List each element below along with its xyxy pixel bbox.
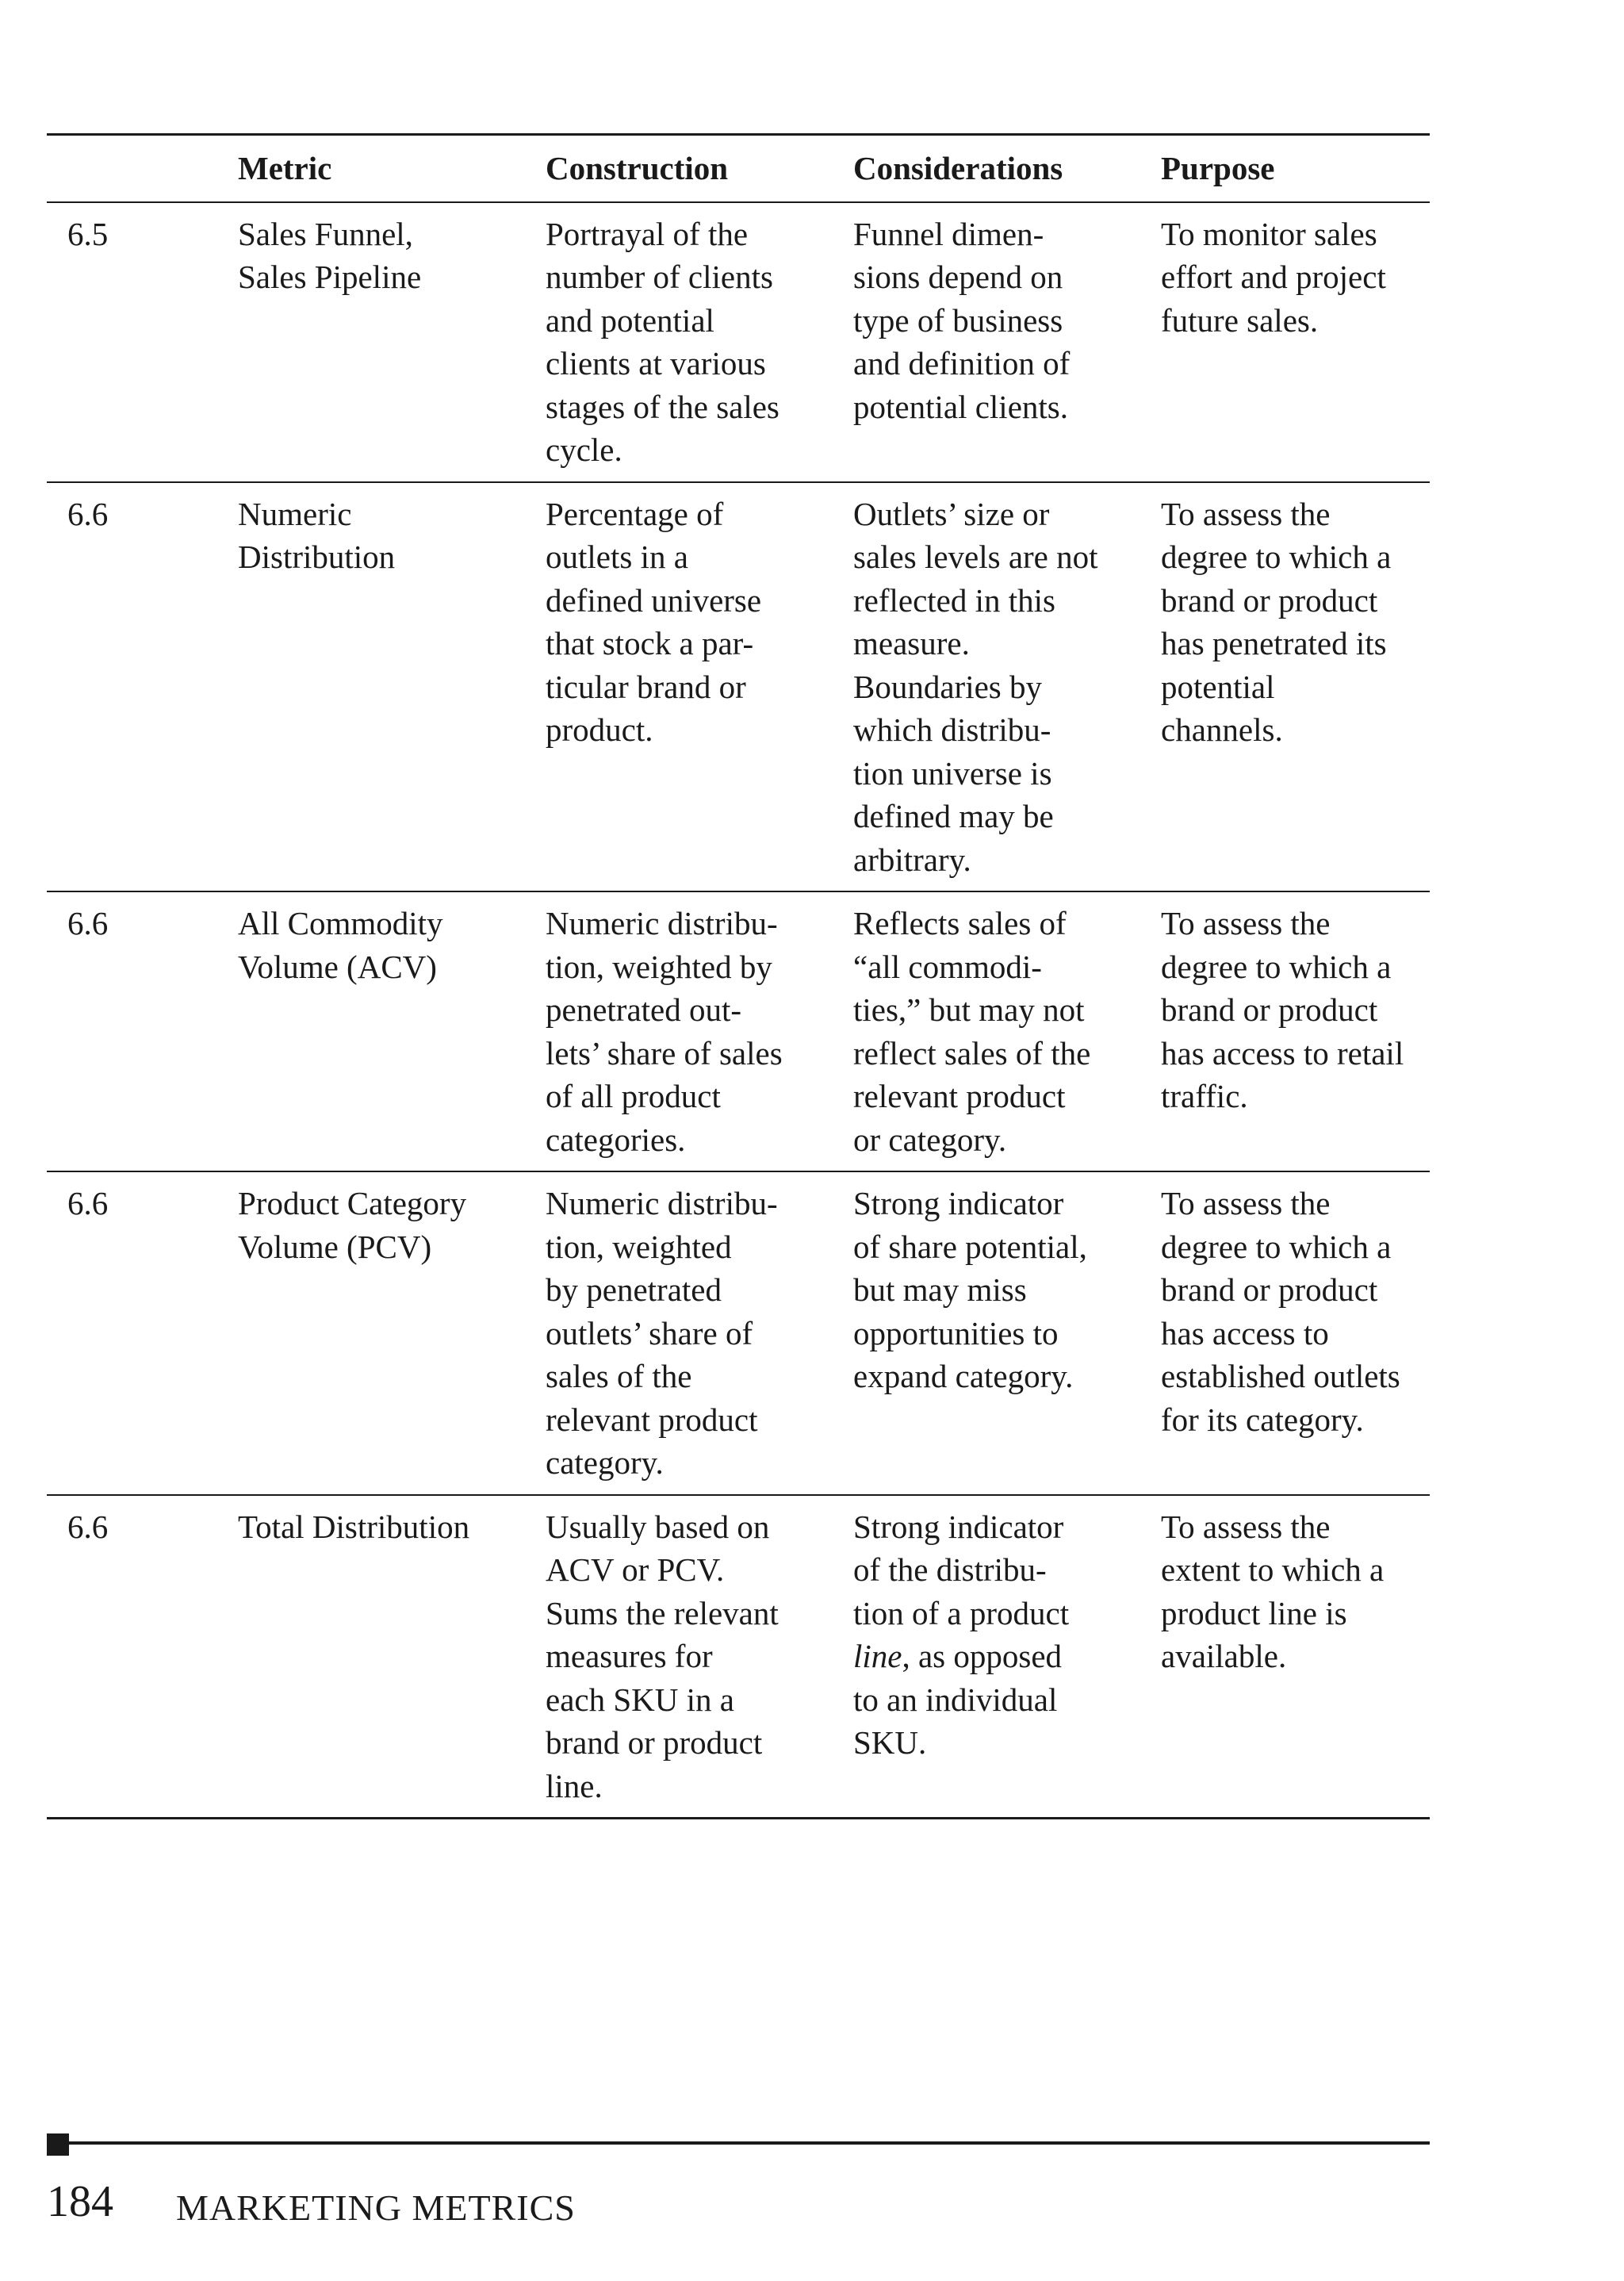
considerations-line: or category. [853,1121,1007,1158]
considerations-line: relevant product [853,1078,1066,1114]
construction-line: product. [546,711,653,748]
considerations-line: expand category. [853,1358,1074,1394]
cell-purpose [1140,482,1430,892]
construction-line: tion, weighted [546,1228,732,1265]
section-number: 6.6 [67,905,109,941]
metric-line: Distribution [238,539,396,575]
metric-line: Numeric [238,495,352,532]
considerations-line: sales levels are not [853,539,1098,575]
purpose-line: To assess the [1161,905,1331,941]
cell-section [47,1171,217,1495]
construction-line: measures for [546,1638,713,1674]
purpose-line: established outlets [1161,1358,1400,1394]
considerations-line: which distribu- [853,711,1051,748]
metric-line: Total Distribution [238,1508,470,1545]
considerations-line: Boundaries by [853,668,1042,705]
table-row [47,482,1430,892]
construction-line: ACV or PCV. [546,1551,725,1588]
construction-line: tion, weighted by [546,948,772,985]
construction-line: ticular brand or [546,668,746,705]
cell-construction [525,1171,833,1495]
considerations-line: SKU. [853,1724,927,1761]
header-section [47,135,217,202]
considerations-line: “all commodi- [853,948,1042,985]
considerations-line: to an individual [853,1681,1058,1718]
purpose-line: for its category. [1161,1401,1364,1438]
cell-construction [525,891,833,1171]
purpose-line: available. [1161,1638,1287,1674]
considerations-line: Reflects sales of [853,905,1067,941]
construction-line: line. [546,1767,603,1804]
considerations-line: tion of a product [853,1594,1070,1631]
considerations-line: of the distribu- [853,1551,1047,1588]
purpose-line: potential [1161,668,1275,705]
construction-line: number of clients [546,259,773,295]
cell-considerations [833,202,1140,482]
purpose-line: extent to which a [1161,1551,1385,1588]
construction-line: Percentage of [546,495,724,532]
construction-line: category. [546,1444,664,1481]
construction-line: outlets in a [546,539,688,575]
considerations-line: sions depend on [853,259,1063,295]
metrics-table [47,133,1430,1819]
section-number: 6.6 [67,1185,109,1221]
purpose-line: To assess the [1161,1185,1331,1221]
construction-line: brand or product [546,1724,763,1761]
cell-purpose [1140,1171,1430,1495]
purpose-line: product line is [1161,1594,1347,1631]
footer-square-mark [47,2133,69,2156]
purpose-line: brand or product [1161,1271,1378,1308]
cell-section [47,482,217,892]
cell-considerations [833,891,1140,1171]
construction-line: Sums the relevant [546,1594,779,1631]
purpose-line: future sales. [1161,301,1319,339]
purpose-line: To assess the [1161,1508,1331,1545]
header-considerations: Considerations [853,150,1063,186]
construction-line: that stock a par- [546,625,754,661]
running-head: MARKETING METRICS [176,2187,576,2228]
considerations-line: Strong indicator [853,1185,1064,1221]
purpose-line: traffic. [1161,1078,1248,1114]
construction-line: Portrayal of the [546,215,749,252]
considerations-line: of share potential, [853,1228,1087,1265]
considerations-line: reflected in this [853,581,1056,619]
cell-considerations [833,482,1140,892]
table-header-row [47,135,1430,202]
construction-line: by penetrated [546,1271,722,1308]
purpose-line: To assess the [1161,495,1331,532]
cell-metric [217,482,525,892]
cell-metric [217,1171,525,1495]
construction-line: of all product [546,1078,721,1114]
section-number: 6.5 [67,215,109,252]
cell-section [47,202,217,482]
considerations-line: line, as opposed [853,1638,1063,1674]
cell-metric [217,202,525,482]
cell-purpose [1140,202,1430,482]
metric-line: All Commodity [238,905,443,941]
purpose-line: has penetrated its [1161,625,1387,661]
considerations-line: defined may be [853,798,1054,834]
considerations-line: Strong indicator [853,1508,1064,1545]
construction-line: sales of the [546,1358,692,1394]
cell-purpose [1140,891,1430,1171]
considerations-line: tion universe is [853,754,1052,792]
purpose-line: has access to [1161,1314,1329,1351]
cell-considerations [833,1171,1140,1495]
construction-line: Numeric distribu- [546,1185,778,1221]
section-number: 6.6 [67,1508,109,1545]
metrics-table-container [47,133,1430,1819]
considerations-line: Outlets’ size or [853,495,1050,532]
construction-line: Numeric distribu- [546,905,778,941]
considerations-line: Funnel dimen- [853,215,1044,252]
footer-rule [47,2141,1430,2145]
metric-line: Sales Pipeline [238,259,422,295]
considerations-line: but may miss [853,1271,1027,1308]
construction-line: stages of the sales [546,388,779,425]
cell-construction [525,482,833,892]
construction-line: Usually based on [546,1508,770,1545]
cell-construction [525,202,833,482]
table-row [47,1495,1430,1819]
construction-line: and potential [546,301,714,339]
purpose-line: degree to which a [1161,948,1392,985]
construction-line: cycle. [546,431,622,468]
table-row [47,202,1430,482]
header-metric: Metric [238,150,332,186]
cell-purpose [1140,1495,1430,1819]
considerations-line: measure. [853,625,970,661]
purpose-line: has access to retail [1161,1034,1404,1071]
cell-section [47,1495,217,1819]
construction-line: penetrated out- [546,991,742,1028]
construction-line: categories. [546,1121,686,1158]
cell-metric [217,1495,525,1819]
purpose-line: brand or product [1161,991,1378,1028]
construction-line: each SKU in a [546,1681,734,1718]
considerations-line: potential clients. [853,388,1068,425]
purpose-line: degree to which a [1161,1228,1392,1265]
purpose-line: To monitor sales [1161,215,1377,252]
considerations-line: ties,” but may not [853,991,1085,1028]
metric-line: Product Category [238,1185,467,1221]
metric-line: Volume (ACV) [238,948,437,985]
page-number: 184 [47,2177,113,2226]
metric-line: Sales Funnel, [238,215,413,252]
cell-considerations [833,1495,1140,1819]
table-row [47,891,1430,1171]
construction-line: outlets’ share of [546,1314,753,1351]
construction-line: relevant product [546,1401,758,1438]
purpose-line: degree to which a [1161,539,1392,575]
purpose-line: channels. [1161,711,1283,748]
purpose-line: brand or product [1161,581,1378,619]
considerations-line: and definition of [853,345,1071,381]
table-row [47,1171,1430,1495]
cell-construction [525,1495,833,1819]
construction-line: lets’ share of sales [546,1034,783,1071]
header-purpose: Purpose [1161,150,1275,186]
construction-line: defined universe [546,581,762,619]
considerations-line: arbitrary. [853,841,971,878]
purpose-line: effort and project [1161,259,1386,295]
section-number: 6.6 [67,495,109,532]
metric-line: Volume (PCV) [238,1228,432,1265]
header-construction: Construction [546,150,729,186]
considerations-line: opportunities to [853,1314,1059,1351]
considerations-line: type of business [853,301,1063,339]
construction-line: clients at various [546,345,766,381]
cell-metric [217,891,525,1171]
cell-section [47,891,217,1171]
table-body [47,202,1430,1819]
considerations-line: reflect sales of the [853,1034,1091,1071]
